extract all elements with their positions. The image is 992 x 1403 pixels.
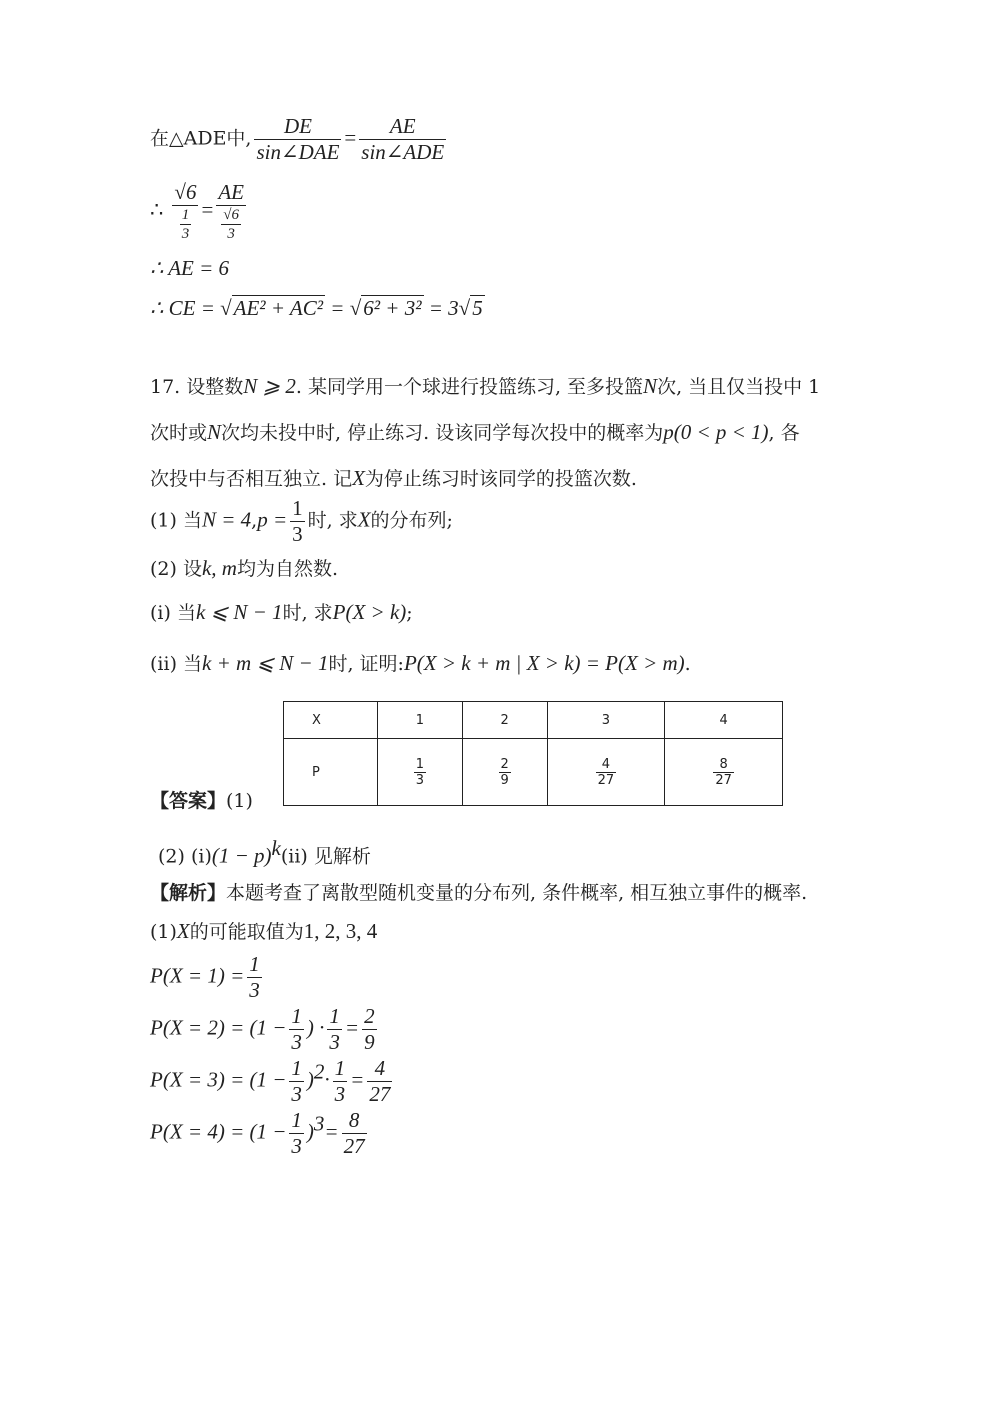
solution-line-1: (1)X的可能取值为1, 2, 3, 4 [150, 919, 378, 943]
fraction: $\frac{1}{3}$ [291, 1108, 302, 1159]
question-17-line-3: 次投中与否相互独立. 记X为停止练习时该同学的投篮次数. [150, 466, 637, 490]
fraction: $\frac{2}{9}$ [364, 1004, 375, 1055]
sqrt: √5 [458, 296, 483, 320]
fraction: $\frac{AE}{\frac{√6}{3}}$ [216, 180, 246, 243]
text: 在△ADE中, [150, 127, 252, 150]
fraction: $\frac{4}{27}$ [597, 756, 615, 788]
equation-p4: P(X = 4) = (1 − $\frac{1}{3}$ )$^3$= $\frac{8}{27}$ [150, 1108, 365, 1159]
solution-label: 【解析】 [150, 882, 227, 904]
table-cell: 2 [462, 702, 547, 739]
table-header-cell: P [284, 739, 378, 806]
sqrt: √AE² + AC² [220, 296, 324, 320]
fraction: $\frac{DE}{\text{sin∠DAE}}$ [256, 114, 340, 165]
answer-label-line: 【答案】(1) [150, 790, 253, 812]
fraction: $\frac{1}{3}$ [291, 1056, 302, 1107]
fraction: $\frac{√6}{3}$ [223, 207, 240, 243]
table-cell: 4 [665, 702, 783, 739]
answer-label: 【答案】 [150, 790, 227, 812]
fraction: $\frac{2}{9}$ [500, 756, 509, 788]
fraction: $\frac{AE}{\text{sin∠ADE}}$ [361, 114, 445, 165]
table-cell [665, 739, 783, 806]
table-cell: 1 [378, 702, 463, 739]
fraction: $\frac{√6}{\frac{1}{3}}$ [174, 180, 197, 243]
fraction: $\frac{1}{3}$ [329, 1004, 340, 1055]
table-header-cell: X [284, 702, 378, 739]
table-cell [547, 739, 665, 806]
table-cell [462, 739, 547, 806]
fraction: $\frac{1}{3}$ [249, 952, 260, 1003]
question-17-part-2-i: (i) 当k ⩽ N − 1时, 求P(X > k); [150, 600, 413, 624]
formula-substitution: ∴ $\frac{√6}{\frac{1}{3}}$ = $\frac{AE}{\frac{√6}{3}}$ [150, 180, 249, 243]
table-row [284, 702, 783, 739]
question-17-line-1: 17. 设整数N ⩾ 2. 某同学用一个球进行投篮练习, 至多投篮N次, 当且仅当投中 1 [150, 374, 821, 398]
equation-p3: P(X = 3) = (1 − $\frac{1}{3}$ )$^2$· $\frac{1}{3}$ = $\frac{4}{27}$ [150, 1056, 391, 1107]
table-row [284, 739, 783, 806]
table-cell [378, 739, 463, 806]
table-cell: 3 [547, 702, 665, 739]
fraction: $\frac{4}{27}$ [369, 1056, 391, 1107]
fraction: $\frac{8}{27}$ [343, 1108, 365, 1159]
fraction: $\frac{1}{3}$ [181, 207, 190, 243]
answer-part-2: (2) $(i)(1 - p)^k(ii)$ 见解析 [158, 836, 371, 868]
question-17-line-2: 次时或N次均未投中时, 停止练习. 设该同学每次投中的概率为p(0 < p < 1), 各 [150, 420, 800, 444]
solution-intro: 【解析】本题考查了离散型随机变量的分布列, 条件概率, 相互独立事件的概率. [150, 882, 808, 904]
sqrt: √6² + 3² [349, 296, 422, 320]
question-17-part-2: (2) 设k, m均为自然数. [150, 556, 339, 580]
fraction: $\frac{8}{27}$ [715, 756, 732, 788]
fraction: $\frac{1}{3}$ [415, 756, 425, 788]
formula-ce: ∴ CE = √AE² + AC² = √6² + 3² = 3√5 [150, 296, 483, 320]
question-17-part-1: (1) 当N = 4,p = $\frac{1}{3}$ 时, 求X的分布列; [150, 496, 453, 547]
distribution-table [283, 701, 783, 806]
fraction: $\frac{1}{3}$ [334, 1056, 346, 1107]
formula-law-of-sines: 在△ADE中, $\frac{DE}{\text{sin∠DAE}}$ = $\frac{AE}{\text{sin∠ADE}}$ [150, 114, 445, 165]
equation-p2: P(X = 2) = (1 − $\frac{1}{3}$ ) · $\frac{1}{3}$ = $\frac{2}{9}$ [150, 1004, 375, 1055]
equation-p1: P(X = 1) = $\frac{1}{3}$ [150, 952, 260, 1003]
formula-ae: ∴ AE = 6 [150, 256, 230, 280]
question-17-part-2-ii: (ii) 当k + m ⩽ N − 1时, 证明:P(X > k + m | X > k) = P(X > m). [150, 651, 691, 675]
fraction: $\frac{1}{3}$ [292, 496, 303, 547]
fraction: $\frac{1}{3}$ [291, 1004, 302, 1055]
